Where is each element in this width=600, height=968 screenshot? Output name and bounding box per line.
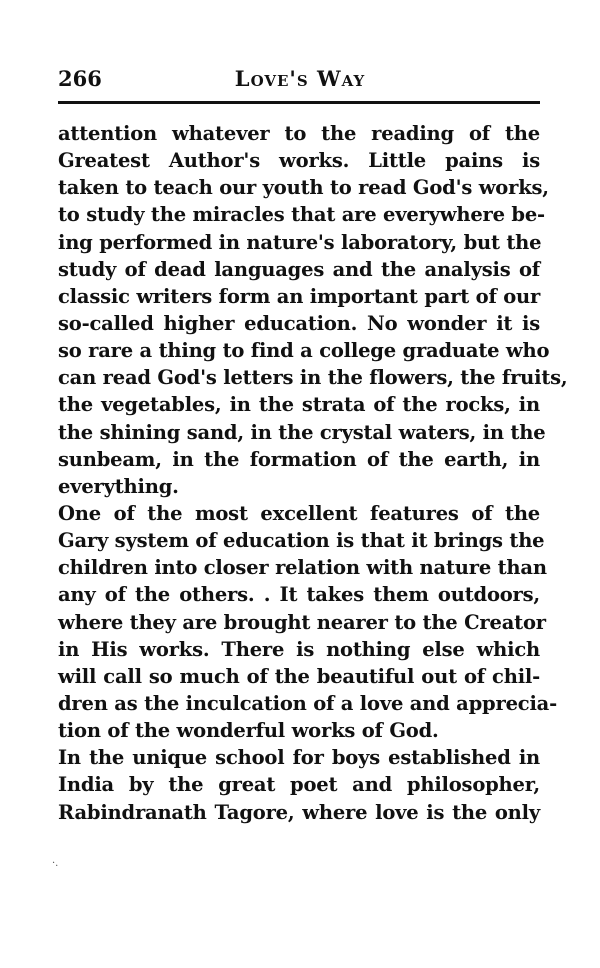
text-line: can read God's letters in the flowers, the fruits, <box>58 366 568 390</box>
text-line: children into closer relation with nature than <box>58 556 547 580</box>
text-line: where they are brought nearer to the Creator <box>58 610 546 634</box>
scan-speck: ·. <box>52 858 59 869</box>
text-line: dren as the inculcation of a love and apprecia- <box>58 691 557 715</box>
text-line: Rabindranath Tagore, where love is the only <box>58 800 540 824</box>
text-line: taken to teach our youth to read God's works, <box>58 176 549 200</box>
text-line: the vegetables, in the strata of the rocks, in <box>58 393 540 417</box>
text-line: One of the most excellent features of the <box>58 501 540 525</box>
header-rule <box>58 101 540 104</box>
text-line: will call so much of the beautiful out of chil- <box>58 664 540 688</box>
text-line: attention whatever to the reading of the <box>58 122 540 145</box>
text-line: classic writers form an important part of our <box>58 284 541 308</box>
text-line: Greatest Author's works. Little pains is <box>58 149 540 173</box>
text-line: in His works. There is nothing else which <box>58 637 540 661</box>
text-line: study of dead languages and the analysis of <box>58 257 540 281</box>
text-line: the shining sand, in the crystal waters, in the <box>58 420 546 444</box>
text-line: tion of the wonderful works of God. <box>58 719 439 743</box>
text-line: ing performed in nature's laboratory, but the <box>58 230 542 254</box>
text-line: everything. <box>58 474 179 498</box>
body-text <box>58 120 568 826</box>
text-line: any of the others. . It takes them outdoors, <box>58 583 540 607</box>
text-line: to study the miracles that are everywhere be- <box>58 203 545 227</box>
text-line: sunbeam, in the formation of the earth, in <box>58 447 540 471</box>
text-line: India by the great poet and philosopher, <box>58 773 540 797</box>
text-line: In the unique school for boys established in <box>58 746 540 770</box>
text-line: so-called higher education. No wonder it is <box>58 311 540 335</box>
text-line: so rare a thing to find a college graduate who <box>58 339 550 363</box>
running-title: Love's Way <box>234 66 366 91</box>
text-line: Gary system of education is that it brings the <box>58 529 545 553</box>
page-number: 266 <box>58 66 102 91</box>
